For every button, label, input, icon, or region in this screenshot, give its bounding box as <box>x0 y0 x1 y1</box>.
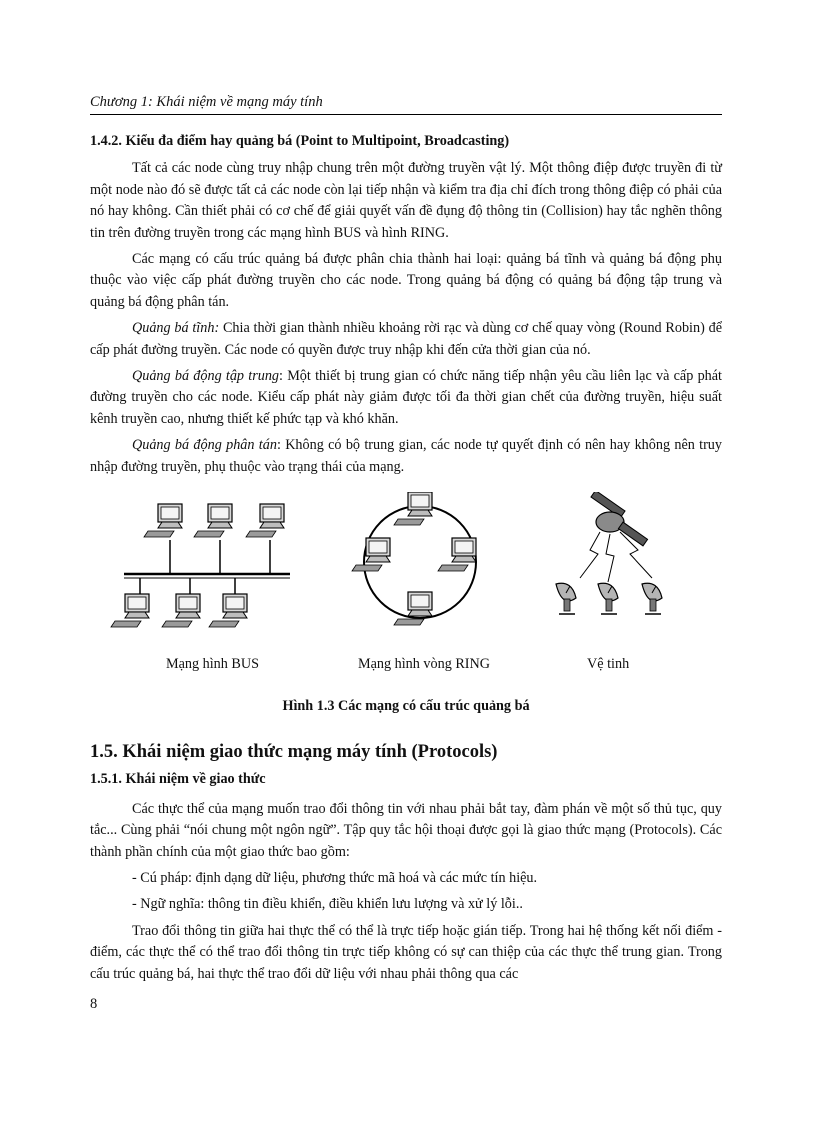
label-satellite: Vệ tinh <box>587 656 630 672</box>
satellite-network <box>556 492 662 614</box>
figure-caption: Hình 1.3 Các mạng có cấu trúc quảng bá <box>282 698 530 714</box>
ring-network <box>352 492 476 625</box>
section-heading-1-5: 1.5. Khái niệm giao thức mạng máy tính (Protocols) <box>90 742 498 762</box>
network-diagrams <box>90 492 722 632</box>
paragraph-3-text: Chia thời gian thành nhiều khoảng rời rạc và dùng cơ chế quay vòng (Round Robin) để cấp phát đường truyền. Các node có quyền được truy nhập khi đến cửa thời gian của nó. <box>90 320 722 358</box>
paragraph-1: Tất cả các node cùng truy nhập chung trên một đường truyền vật lý. Một thông điệp được truyền đi từ một node nào đó sẽ được tất cả các node còn lại tiếp nhận và kiểm tra địa chỉ đích trong thông điệp có phải của nó hay không. Cần thiết phải có cơ chế để giải quyết vấn đề đụng độ thông tin (Collision) hay tắc nghẽn thông tin trên đường truyền trong các mạng hình BUS và hình RING. <box>90 160 722 241</box>
section-1-4-2 <box>90 131 722 483</box>
label-bus: Mạng hình BUS <box>166 656 260 672</box>
section-heading-1-5-1: 1.5.1. Khái niệm về giao thức <box>90 771 266 788</box>
paragraph-7: Trao đổi thông tin giữa hai thực thể có thể là trực tiếp hoặc gián tiếp. Trong hai hệ thống kết nối điểm - điểm, các thực thể có thể trao đổi thông tin trực tiếp không có sự can thiệp của các thực thể trung gian. Trong cấu trúc quảng bá, hai thực thể trao đổi dữ liệu với nhau phải thông qua các <box>90 922 722 982</box>
list-item-semantics: - Ngữ nghĩa: thông tin điều khiển, điều khiển lưu lượng và xử lý lỗi.. <box>132 896 523 913</box>
paragraph-5-text: : Không có bộ trung gian, các node tự quyết định có nên hay không nên truy nhập đường truyền, phụ thuộc vào trạng thái của mạng. <box>90 437 722 475</box>
running-header: Chương 1: Khái niệm về mạng máy tính <box>90 94 722 115</box>
paragraph-5 <box>90 435 722 478</box>
page-number: 8 <box>90 996 98 1012</box>
term-distributed-broadcast: Quảng bá động phân tán <box>132 437 277 454</box>
paragraph-4-text: : Một thiết bị trung gian có chức năng tiếp nhận yêu cầu liên lạc và cấp phát đường truyền cho các node. Kiểu cấp phát này giảm được tối đa thời gian chết của đường truyền, hiệu suất kênh truyền cao, nhưng thiết kế phức tạp và khó khăn. <box>90 368 722 427</box>
paragraph-2: Các mạng có cấu trúc quảng bá được phân chia thành hai loại: quảng bá tĩnh và quảng bá động phụ thuộc vào việc cấp phát đường truyền cho các node. Trong quảng bá động có quảng bá động tập trung và quảng bá động phân tán. <box>90 251 722 310</box>
list-item-syntax: - Cú pháp: định dạng dữ liệu, phương thức mã hoá và các mức tín hiệu. <box>132 870 538 887</box>
term-centralized-broadcast: Quảng bá động tập trung <box>132 368 280 385</box>
bus-network <box>111 504 290 627</box>
paragraph-4 <box>90 366 722 430</box>
section-heading-1-4-2: 1.4.2. Kiểu đa điểm hay quảng bá (Point to Multipoint, Broadcasting) <box>90 133 510 149</box>
label-ring: Mạng hình vòng RING <box>358 656 491 672</box>
section-1-5 <box>90 742 722 990</box>
paragraph-6: Các thực thể của mạng muốn trao đổi thông tin với nhau phải bắt tay, đàm phán về một số thủ tục, quy tắc... Cùng phải “nói chung một ngôn ngữ”. Tập quy tắc hội thoại được gọi là giao thức mạng (Protocols). Các thành phần chính của một giao thức bao gồm: <box>90 800 722 860</box>
paragraph-3 <box>90 318 722 361</box>
figure-broadcast-networks <box>90 492 722 682</box>
term-static-broadcast: Quảng bá tĩnh: <box>132 320 220 337</box>
